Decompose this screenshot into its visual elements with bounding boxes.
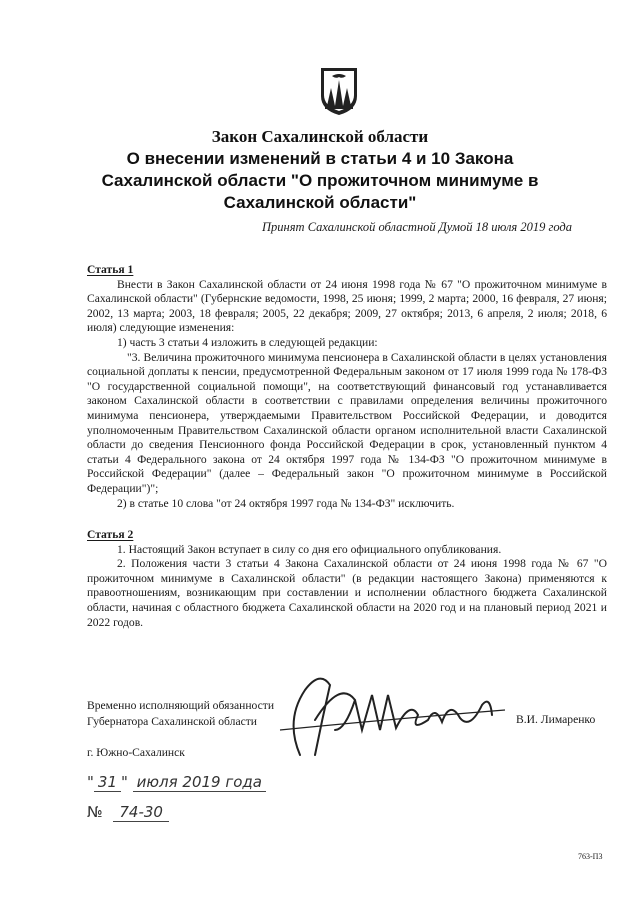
title-line-4: Сахалинской области": [223, 193, 417, 212]
signing-date: " 31 " июля 2019 года: [87, 773, 266, 792]
signing-city: г. Южно-Сахалинск: [87, 746, 185, 759]
title-line-1: Закон Сахалинской области: [211, 127, 429, 146]
date-month-year: июля 2019 года: [133, 773, 266, 792]
adoption-note: Принят Сахалинской областной Думой 18 июля 2019 года: [262, 220, 572, 234]
article-1-item-1: 1) часть 3 статьи 4 изложить в следующей редакции:: [117, 335, 378, 349]
title-line-2: О внесении изменений в статьи 4 и 10 Закона: [126, 149, 514, 168]
article-1-quote: "3. Величина прожиточного минимума пенсионера в Сахалинской области в целях установления социальной доплаты к пенсии, предусмотренной Федеральным законом от 17 июля 1999 года № 178-ФЗ "О государственной социальной помощи", на соответствующий финансовый год устанавливается законом Сахалинской области в соответствии с правилами определения величины прожиточного минимума пенсионера, утверждаемыми Правительством Российской Федерации, и доводится уполномоченным Правительством Сахалинской области органом исполнительной власти Сахалинской области до сведения Пенсионного фонда Российской Федерации в срок, установленный пунктом 4 статьи 4 Федерального закона от 24 октября 1997 года № 134-ФЗ "О прожиточном минимуме в Российской Федерации" (далее – Федеральный закон "О прожиточном минимуме в Российской Федерации")";: [87, 350, 607, 495]
signatory-position: [87, 698, 274, 730]
number-value: 74-30: [113, 803, 169, 822]
article-2-heading: Статья 2: [87, 528, 134, 542]
law-body: [87, 263, 607, 630]
article-1-intro: Внести в Закон Сахалинской области от 24 июня 1998 года № 67 "О прожиточном минимуме в Сахалинской области" (Губернские ведомости, 1998, 25 июня; 1999, 2 марта; 2000, 16 февраля, 27 июня; 2002, 13 марта; 2003, 18 февраля; 2005, 22 декабря; 2009, 27 октября; 2013, 6 апреля, 2 июля; 2018, 6 июля) следующие изменения:: [87, 277, 607, 335]
number-label: №: [87, 803, 103, 821]
footer-code: 763-П3: [578, 852, 603, 861]
law-title: [60, 126, 580, 214]
article-1-heading: Статья 1: [87, 263, 134, 276]
article-2-para-1: 1. Настоящий Закон вступает в силу со дня его официального опубликования.: [117, 542, 502, 556]
title-line-3: Сахалинской области "О прожиточном минимуме в: [101, 171, 539, 190]
law-number: [87, 803, 169, 821]
article-2-para-2: 2. Положения части 3 статьи 4 Закона Сахалинской области от 24 июня 1998 года № 67 "О прожиточном минимуме в Сахалинской области" (в редакции настоящего Закона) применяются к правоотношениям, возникающим при составлении и исполнении областного бюджета Сахалинской области, начиная с областного бюджета Сахалинской области на 2020 год и на плановый период 2021 и 2022 годов.: [87, 557, 607, 629]
handwritten-signature: [260, 660, 510, 770]
signatory-position-line-2: Губернатора Сахалинской области: [87, 715, 258, 728]
sakhalin-coat-of-arms-icon: [318, 66, 360, 116]
signatory-name: В.И. Лимаренко: [516, 713, 596, 726]
signatory-position-line-1: Временно исполняющий обязанности: [87, 699, 275, 712]
date-day: 31: [94, 773, 121, 792]
article-1-item-2: 2) в статье 10 слова "от 24 октября 1997 года № 134-ФЗ" исключить.: [117, 496, 455, 510]
